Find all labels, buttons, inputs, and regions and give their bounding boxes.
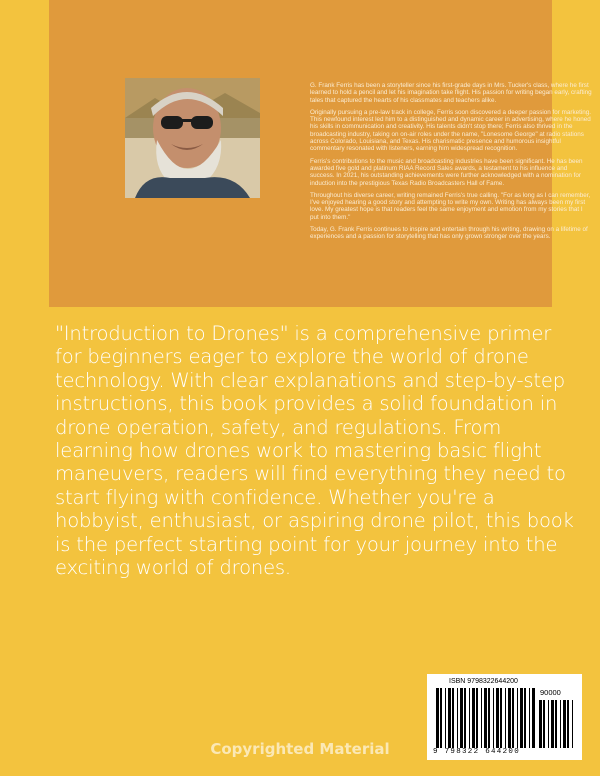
bio-paragraph: G. Frank Ferris has been a storyteller since his first-grade days in Mrs. Tucker's class, where he first learned to hold a pencil and let his imagination take flight. His passion for writing began early, crafting tales that captured the hearts of his classmates and teachers alike.	[310, 82, 592, 104]
bio-paragraph: Originally pursuing a pre-law track in college, Ferris soon discovered a deeper passion for marketing. This newfound interest led him to a distinguished and dynamic career in advertising, where he honed his skills in communication and creativity. His talents didn't stop there; Ferris also thrived in the broadcasting industry, taking on on-air roles under the name, "Lonesome George" at radio stations across Colorado, Louisiana, and Texas. His charismatic presence and humorous insightful commentary resonated with listeners, earning him widespread recognition.	[310, 108, 592, 153]
bio-paragraph: Ferris's contributions to the music and broadcasting industries have been significant. He has been awarded five gold and platinum RIAA Record Sales awards, a testament to his influence and success. In 2021, his outstanding achievements were further acknowledged with a nomination for induction into the prestigious Texas Radio Broadcasters Hall of Fame.	[310, 157, 583, 187]
author-photo-image	[125, 78, 260, 198]
author-photo	[125, 78, 260, 198]
barcode-digits: 9 798322 644200	[433, 748, 521, 756]
price-code: 90000	[540, 688, 561, 697]
author-bio-panel	[49, 0, 592, 307]
isbn-label: ISBN 9798322644200	[449, 678, 518, 685]
main-barcode-icon	[436, 688, 536, 748]
author-bio-text	[310, 82, 592, 246]
copyright-watermark-bottom: Copyrighted Material	[210, 740, 390, 758]
book-description: "Introduction to Drones" is a comprehensive primer for beginners eager to explore the world of drone technology. With clear explanations and step-by-step instructions, this book provides a solid foundation in drone operation, safety, and regulations. From learning how drones work to mastering basic flight maneuvers, readers will find everything they need to start flying with confidence. Whether you're a hobbyist, enthusiast, or aspiring drone pilot, this book is the perfect starting point for your journey into the exciting world of drones.	[55, 322, 574, 580]
bio-paragraph: Today, G. Frank Ferris continues to inspire and entertain through his writing, drawing on a lifetime of experiences and a passion for storytelling that has only grown stronger over the years.	[310, 226, 588, 241]
bio-paragraph: Throughout his diverse career, writing remained Ferris's true calling. "For as long as I can remember, I've enjoyed hearing a good story and attempting to write my own. Writing has always been my first love. My greatest hope is that readers feel the same enjoyment and emotion from my stories that I put into them."	[310, 191, 591, 221]
